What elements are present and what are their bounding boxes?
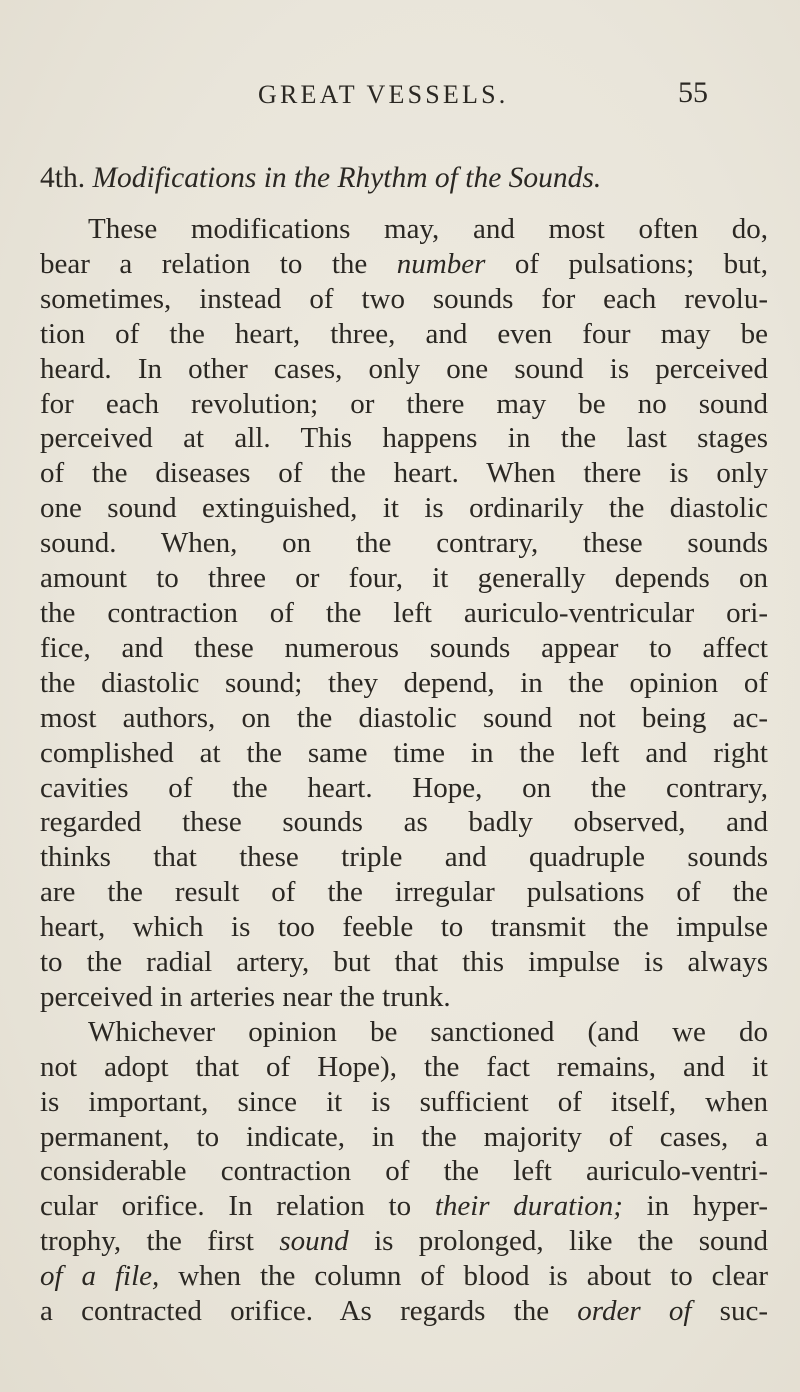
body-text — [40, 212, 768, 1329]
text-line: of a file, when the column of blood is about to clear — [40, 1260, 768, 1293]
text-line: heart, which is too feeble to transmit the impulse — [40, 911, 768, 944]
text-line: complished at the same time in the left and right — [40, 736, 768, 769]
text-line: one sound extinguished, it is ordinarily the diastolic — [40, 492, 768, 525]
text-line: considerable contraction of the left auriculo-ventri- — [40, 1155, 768, 1188]
text-line: a contracted orifice. As regards the order of suc- — [40, 1295, 768, 1328]
emphasis: order of — [577, 1295, 692, 1328]
emphasis: number — [396, 247, 486, 280]
text-line: fice, and these numerous sounds appear to affect — [40, 631, 768, 664]
text-line: These modifications may, and most often do, — [88, 213, 768, 245]
text-line: thinks that these triple and quadruple sounds — [40, 841, 768, 874]
text-line: most authors, on the diastolic sound not being ac- — [40, 701, 768, 734]
section-number: 4th. — [40, 162, 86, 194]
emphasis: their duration; — [434, 1190, 623, 1223]
text-line: is important, since it is sufficient of itself, when — [40, 1085, 768, 1118]
text-line: the diastolic sound; they depend, in the opinion of — [40, 666, 768, 699]
text-line: Whichever opinion be sanctioned (and we do — [88, 1015, 768, 1048]
section-heading — [40, 162, 601, 195]
text-line: tion of the heart, three, and even four may be — [40, 317, 768, 350]
text-line: for each revolution; or there may be no sound — [40, 387, 768, 420]
text-line: trophy, the first sound is prolonged, like the sound — [40, 1225, 768, 1258]
text-line: permanent, to indicate, in the majority of cases, a — [40, 1120, 768, 1153]
text-line: of the diseases of the heart. When there is only — [40, 457, 768, 490]
text-line: sometimes, instead of two sounds for each revolu- — [40, 282, 768, 315]
text-line: not adopt that of Hope), the fact remains, and it — [40, 1050, 768, 1083]
text-line: to the radial artery, but that this impulse is always — [40, 946, 768, 979]
text-line: regarded these sounds as badly observed, and — [40, 806, 768, 839]
text-line: cular orifice. In relation to their duration; in hyper- — [40, 1190, 768, 1223]
emphasis: of a file, — [40, 1260, 160, 1293]
text-line: cavities of the heart. Hope, on the contrary, — [40, 771, 768, 804]
page-number: 55 — [678, 76, 708, 109]
text-line: perceived in arteries near the trunk. — [40, 980, 451, 1013]
text-line: sound. When, on the contrary, these sounds — [40, 527, 768, 560]
text-line: perceived at all. This happens in the last stages — [40, 422, 768, 455]
text-line: are the result of the irregular pulsations of the — [40, 876, 768, 909]
text-line: bear a relation to the number of pulsations; but, — [40, 247, 768, 280]
text-line: heard. In other cases, only one sound is perceived — [40, 352, 768, 385]
text-line: amount to three or four, it generally depends on — [40, 562, 768, 595]
emphasis: sound — [279, 1225, 349, 1258]
section-title: Modifications in the Rhythm of the Sounds. — [92, 162, 602, 194]
running-head: GREAT VESSELS. — [258, 80, 509, 109]
text-line: the contraction of the left auriculo-ventricular ori- — [40, 596, 768, 629]
